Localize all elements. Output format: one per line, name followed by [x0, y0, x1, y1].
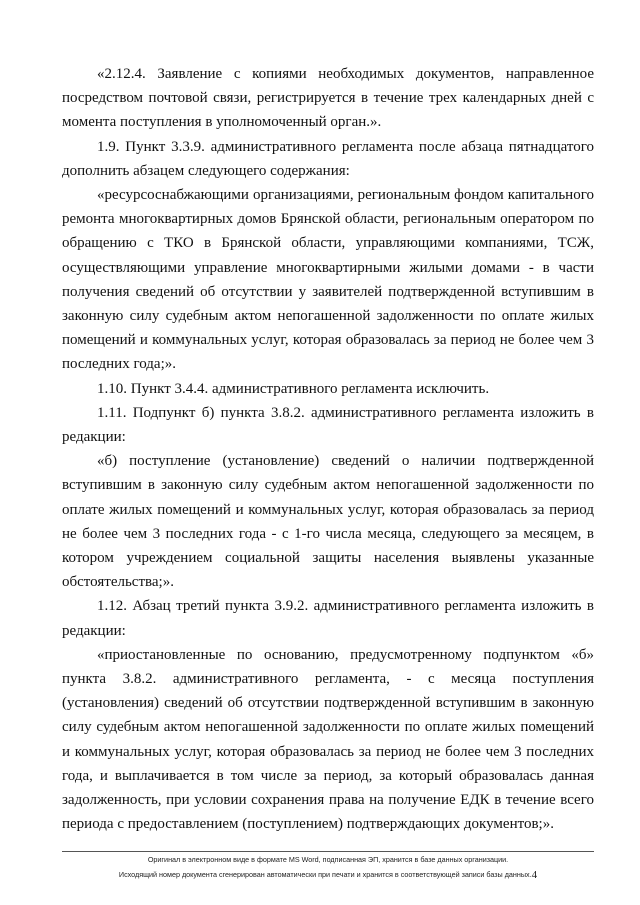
footer-note-number [62, 869, 594, 881]
paragraph-1-9-quote: «ресурсоснабжающими организациями, региональным фондом капитального ремонта многоквартирных домов Брянской области, региональным оператором по обращению с ТКО в Брянской области, управляющими компаниями, ТСЖ, осуществляющими управление многоквартирными жилыми домами - в части получения сведений об отсутствии у заявителей подтвержденной вступившим в законную силу судебным актом непогашенной задолженности по оплате жилых помещений и коммунальных услуг, которая образовалась за период не более чем 3 последних года;». [62, 187, 594, 373]
paragraph-1-12-quote: «приостановленные по основанию, предусмотренному подпунктом «б» пункта 3.8.2. административного регламента, - с месяца поступления (установления) сведений об отсутствии подтвержденной вступившим в законную силу судебным актом непогашенной задолженности по оплате жилых помещений и коммунальных услуг, которая образовалась за период не более чем 3 последних года, и выплачивается в том числе за период, за который образовалась данная задолженность, при условии сохранения права на получение ЕДК в течение всего периода с предоставлением (поступлением) подтверждающих документов;». [62, 646, 594, 833]
paragraph-1-9: 1.9. Пункт 3.3.9. административного регламента после абзаца пятнадцатого дополнить абзацем следующего содержания: [62, 138, 594, 179]
footer-note-original [62, 855, 594, 864]
footer-note-number-text: Исходящий номер документа сгенерирован автоматически при печати и хранится в соответствующей записи базы данных. [118, 870, 532, 879]
paragraph-1-10: 1.10. Пункт 3.4.4. административного регламента исключить. [97, 380, 490, 397]
paragraph-2-12-4: «2.12.4. Заявление с копиями необходимых документов, направленное посредством почтовой связи, регистрируется в течение трех календарных дней с момента поступления в уполномоченный орган.». [62, 66, 594, 131]
page-number: 4 [531, 869, 538, 881]
document-body [62, 62, 594, 837]
paragraph-1-12: 1.12. Абзац третий пункта 3.9.2. административного регламента изложить в редакции: [62, 598, 594, 639]
paragraph-1-11-quote: «б) поступление (установление) сведений о наличии подтвержденной вступившим в законную силу судебным актом непогашенной задолженности по оплате жилых помещений и коммунальных услуг, которая образовалась за период не более чем 3 последних года - с 1-го числа месяца, следующего за месяцем, в котором учреждением социальной защиты населения выявлены указанные обстоятельства;». [62, 453, 594, 591]
footer-divider [62, 851, 594, 852]
paragraph-1-11: 1.11. Подпункт б) пункта 3.8.2. административного регламента изложить в редакции: [62, 404, 594, 446]
footer-note-original-text: Оригинал в электронном виде в формате MS Word, подписанная ЭП, хранится в базе данных организации. [147, 855, 509, 864]
